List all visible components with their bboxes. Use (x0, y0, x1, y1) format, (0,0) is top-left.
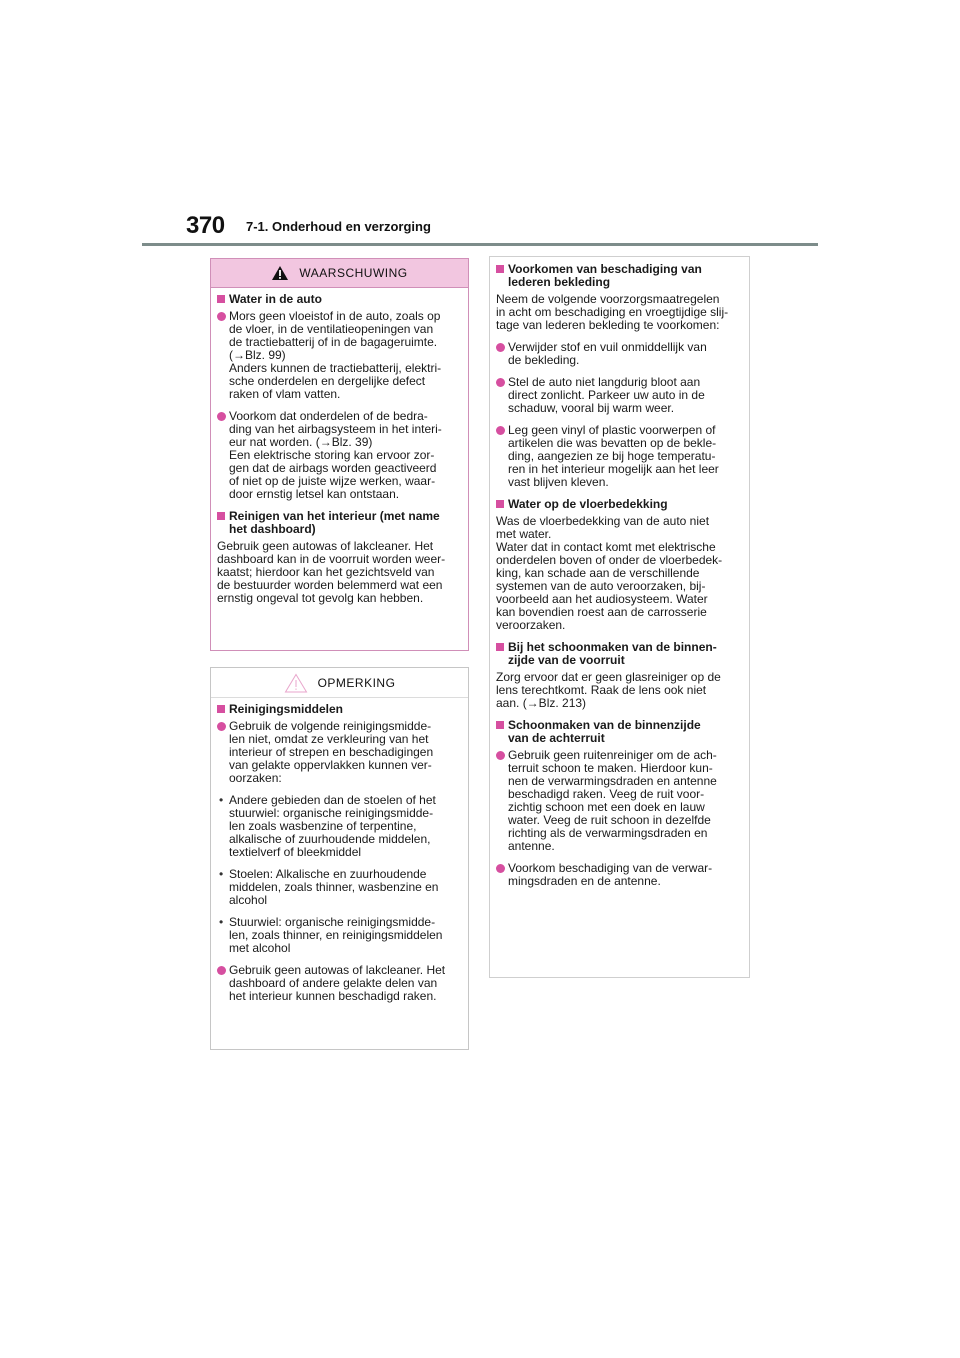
notice-bullet-cleaners: Gebruik de volgende reinigingsmidde- len niet, omdat ze verkleuring van het interieur of strepen en beschadigingen van gelakte oppervlakken kunnen ver- oorzaken: (217, 720, 462, 785)
right-bullet-sunlight: Stel de auto niet langdurig bloot aan direct zonlicht. Parkeer uw auto in de schaduw, vooral bij warm weer. (496, 376, 743, 415)
right-text-windshield: Zorg ervoor dat er geen glasreiniger op de lens terechtkomt. Raak de lens ook niet aan. (→Blz. 213) (496, 670, 721, 710)
warning-bullet-airbag: Voorkom dat onderdelen of de bedra- ding van het airbagsysteem in het interi- eur nat worden. (→Blz. 39) Een elektrische storing kan ervoor zor- gen dat de airbags worden geactiveerd of niet op de juiste wijze werken, waar- door ernstig letsel kan ontstaan. (217, 410, 462, 501)
warning-heading-water: Water in de auto (217, 293, 462, 306)
right-bullet-vinyl: Leg geen vinyl of plastic voorwerpen of artikelen die was bevatten op de bekle- ding, aangezien ze bij hoge temperatu- ren in het interieur mogelijk aan het leer vast blijven kleven. (496, 424, 743, 489)
notice-dash-steering-wheel: • Stuurwiel: organische reinigingsmidde- len, zoals thinner, en reinigingsmiddelen met alcohol (217, 916, 462, 955)
right-heading-rear-window: Schoonmaken van de binnenzijde van de achterruit (496, 719, 743, 745)
warning-bullet-liquids: Mors geen vloeistof in de auto, zoals op de vloer, in de ventilatieopeningen van de tractiebatterij of in de bagageruimte. (→Blz. 99) Anders kunnen de tractiebatterij, elektri- sche onderdelen en dergelijke defect raken of vlam vatten. (217, 310, 462, 401)
notice-bullet-car-wash: Gebruik geen autowas of lakcleaner. Het dashboard of andere gelakte delen van het interieur kunnen beschadigd raken. (217, 964, 462, 1003)
warning-box-title: WAARSCHUWING (299, 266, 408, 280)
notice-heading-cleaners: Reinigingsmiddelen (217, 703, 462, 716)
warning-triangle-icon (271, 265, 289, 281)
notice-box-title: OPMERKING (317, 675, 396, 690)
right-heading-leather: Voorkomen van beschadiging van lederen bekleding (496, 263, 743, 289)
page-number: 370 (186, 212, 225, 239)
right-heading-floor: Water op de vloerbedekking (496, 498, 743, 511)
notice-box-header (211, 668, 468, 698)
header-rule (142, 243, 818, 246)
right-text-floor: Was de vloerbedekking van de auto niet met water. Water dat in contact komt met elektrische onderdelen boven of onder de vloerbedek- king, kan schade aan de verschillende systemen van de auto veroorzaken, bij- voorbeeld aan het audiosysteem. Water kan bovendien roest aan de carrosserie veroorzaken. (496, 514, 723, 632)
warning-box (210, 258, 469, 651)
right-bullet-glass-cleaner: Gebruik geen ruitenreiniger om de ach- terruit schoon te maken. Hierdoor kun- nen de verwarmingsdraden en antenne beschadigd raken. Veeg de ruit voor- zichtig schoon met een doek en lauw water. Veeg de ruit schoon in dezelfde richting als de verwarmingsdraden en antenne. (496, 749, 743, 853)
notice-dash-seats: • Stoelen: Alkalische en zuurhoudende middelen, zoals thinner, wasbenzine en alcohol (217, 868, 462, 907)
right-info-box (489, 256, 750, 978)
right-bullet-dust: Verwijder stof en vuil onmiddellijk van de bekleding. (496, 341, 743, 367)
right-text-leather: Neem de volgende voorzorgsmaatregelen in acht om beschadiging en vroegtijdige slij- tage van lederen bekleding te voorkomen: (496, 292, 729, 332)
warning-heading-interior-cleaning: Reinigen van het interieur (met name het dashboard) (217, 510, 462, 536)
right-bullet-heating-wires: Voorkom beschadiging van de verwar- mingsdraden en de antenne. (496, 862, 743, 888)
notice-box (210, 667, 469, 1050)
warning-box-header (211, 259, 468, 288)
notice-triangle-icon (284, 673, 308, 693)
section-title: 7-1. Onderhoud en verzorging (246, 219, 431, 234)
right-heading-windshield: Bij het schoonmaken van de binnen- zijde van de voorruit (496, 641, 743, 667)
warning-text-dashboard: Gebruik geen autowas of lakcleaner. Het dashboard kan in de voorruit worden weer- kaatst; hierdoor kan het gezichtsveld van de bestuurder worden belemmerd wat een ernstig ongeval tot gevolg kan hebben. (217, 539, 446, 605)
notice-dash-other-areas: • Andere gebieden dan de stoelen of het stuurwiel: organische reinigingsmidde- len zoals wasbenzine of terpentine, alkalische of zuurhoudende middelen, textielverf of bleekmiddel (217, 794, 462, 859)
